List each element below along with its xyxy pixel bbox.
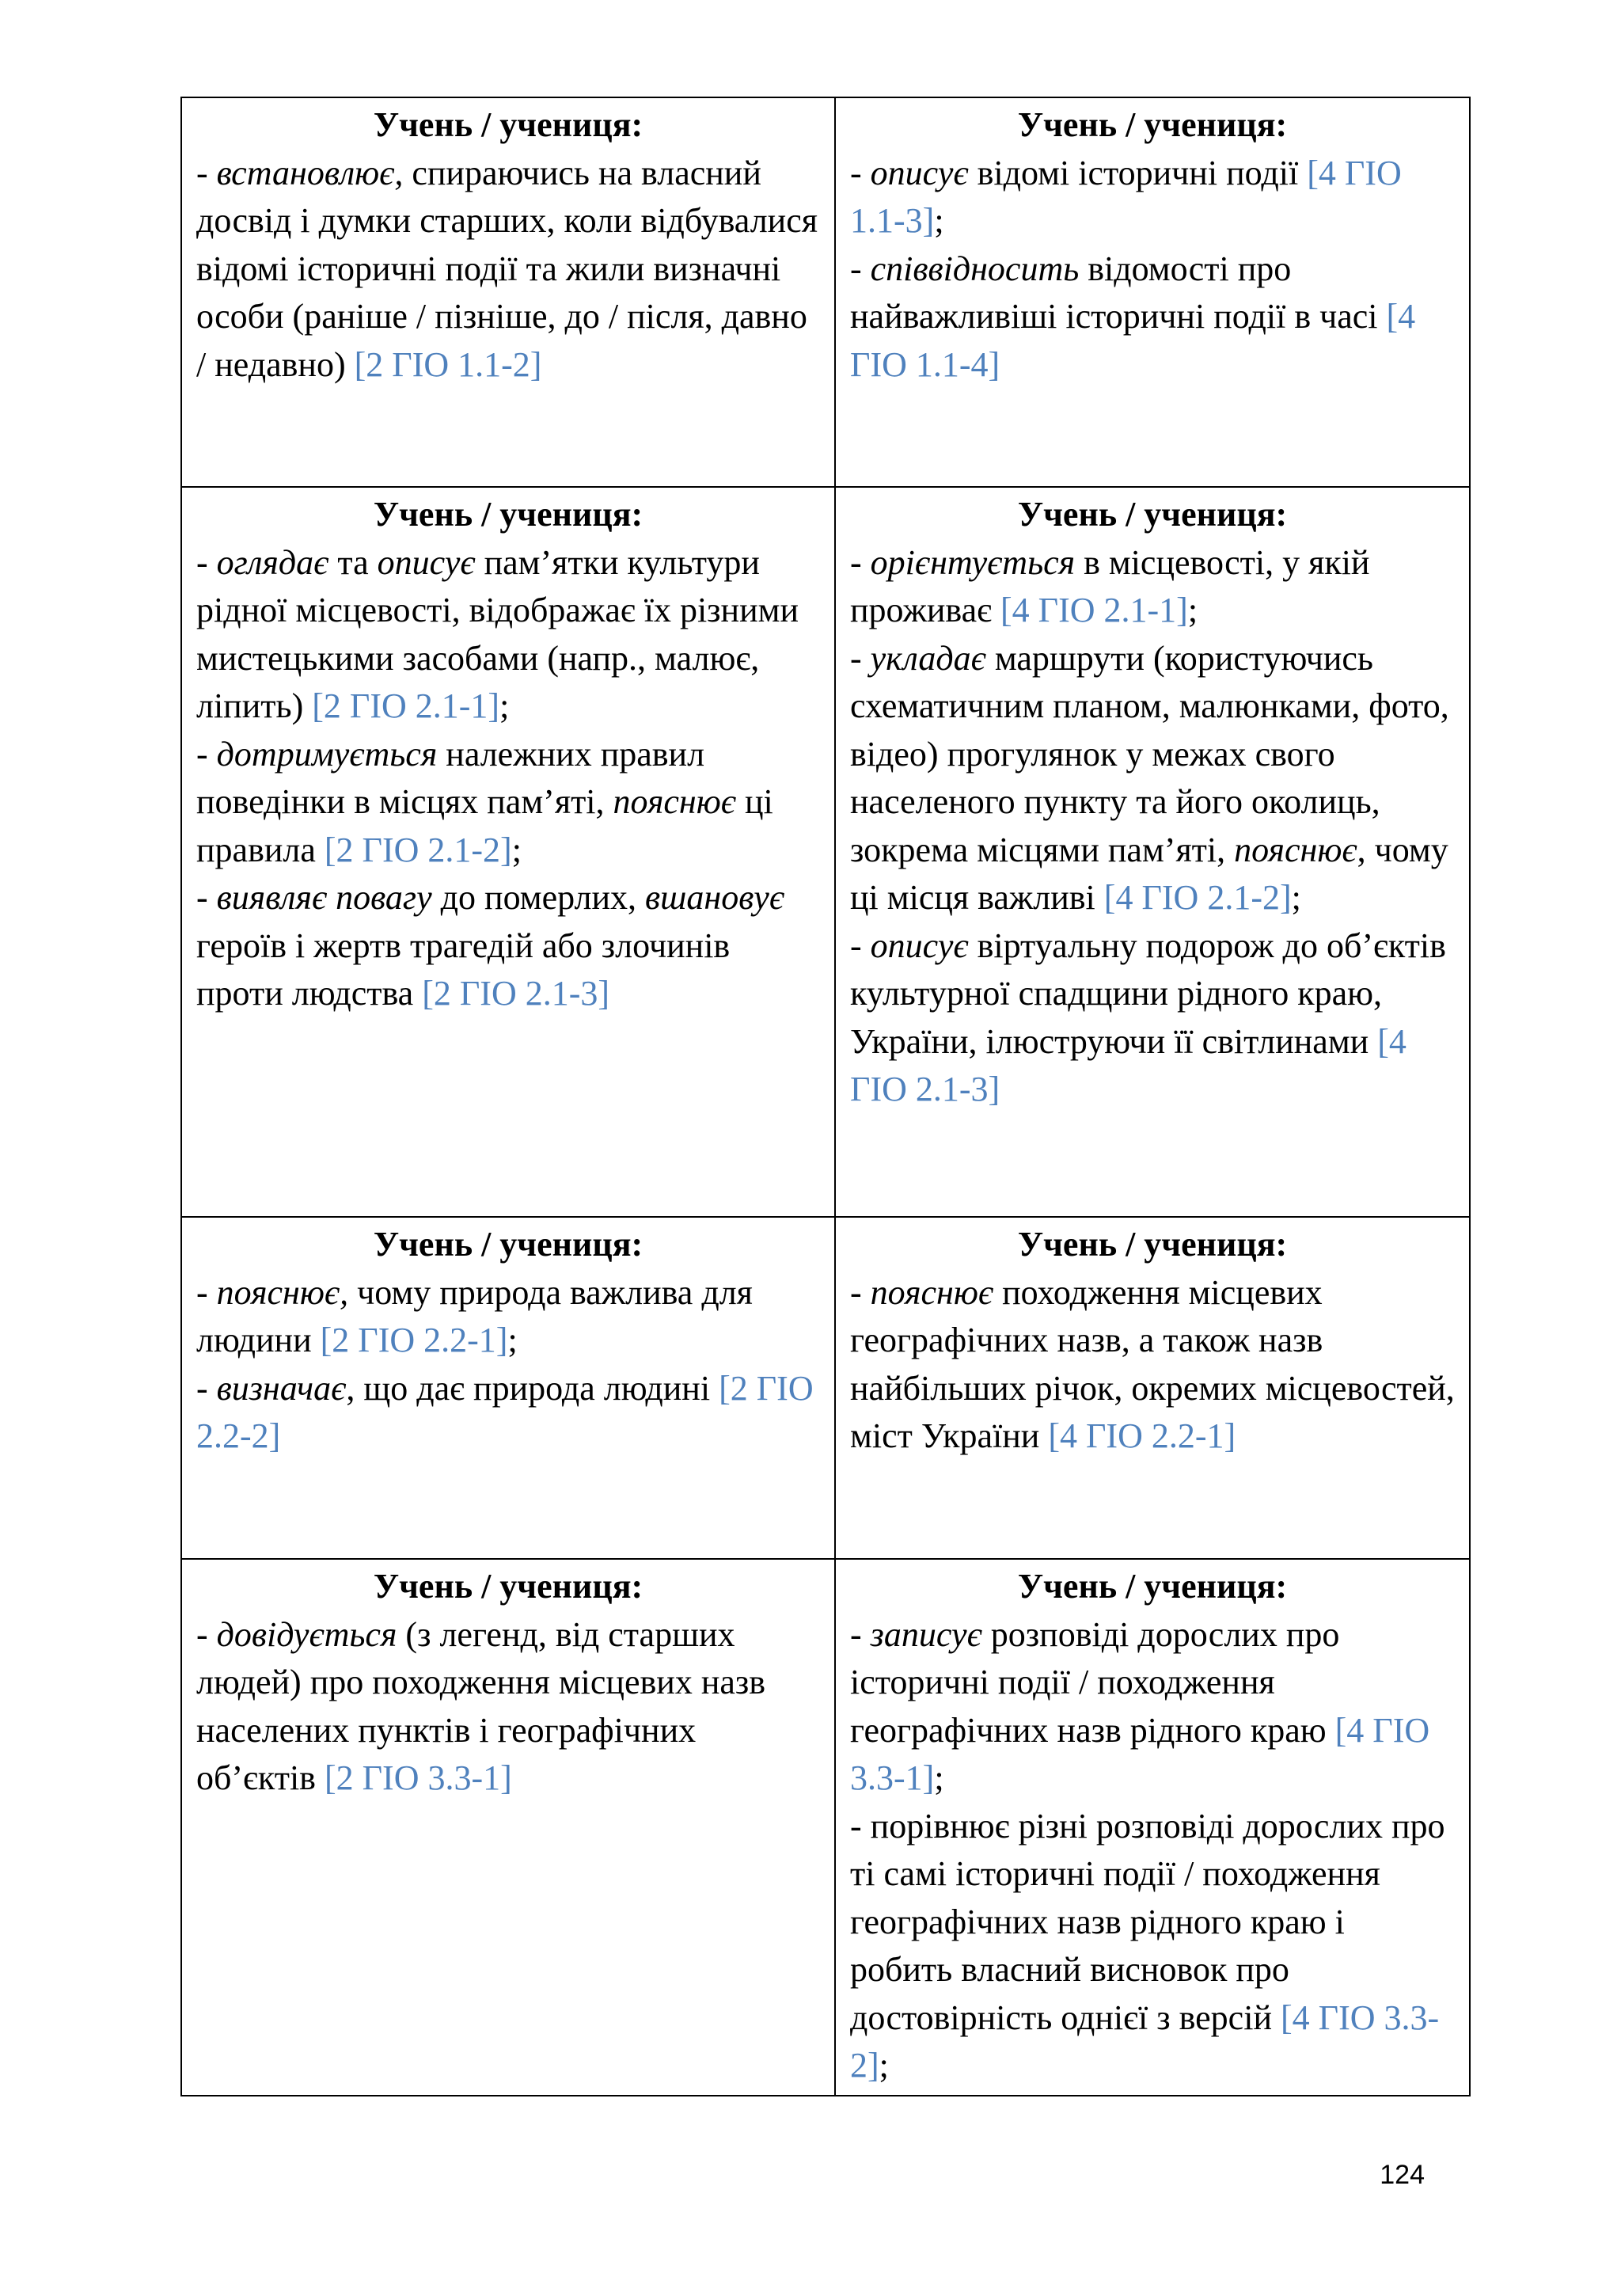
outcome-item	[196, 1269, 820, 1365]
item-verb-secondary: вшановує	[645, 878, 785, 917]
curriculum-reference: [2 ГІО 2.2-1]	[320, 1321, 508, 1359]
item-punctuation: ;	[499, 686, 510, 725]
item-text: розповіді дорослих про історичні події / походження географічних назв рідного краю	[850, 1614, 1340, 1750]
outcome-item	[196, 1365, 820, 1461]
curriculum-reference: [4 ГІО 1.1-3]	[850, 153, 1402, 240]
item-dash: -	[850, 926, 871, 965]
item-punctuation: ;	[1187, 591, 1198, 629]
item-text: та	[328, 542, 378, 582]
item-verb-secondary: пояснює	[1234, 830, 1357, 869]
item-dash: -	[196, 734, 217, 774]
outcome-item	[850, 922, 1455, 1114]
curriculum-reference: [2 ГІО 3.3-1]	[324, 1758, 512, 1797]
item-text: належних правил поведінки в місцях пам’яті,	[196, 734, 705, 821]
item-text: віртуальну подорож до об’єктів культурної спадщини рідного краю, України, ілюструючи її світлинами	[850, 926, 1446, 1061]
item-text-secondary: , чому ці місця важливі	[850, 830, 1448, 917]
item-text: походження місцевих географічних назв, а також назв найбільших річок, окремих місцевостей, міст України	[850, 1272, 1455, 1455]
item-verb: співвідносить	[870, 249, 1080, 288]
item-verb: записує	[870, 1614, 982, 1654]
table-cell-right	[835, 97, 1470, 487]
item-verb-secondary: описує	[377, 542, 476, 582]
cell-heading: Учень / учениця:	[1017, 495, 1288, 534]
table-row	[181, 487, 1470, 1217]
item-punctuation: ;	[511, 830, 522, 869]
curriculum-reference: [2 ГІО 2.1-3]	[422, 974, 610, 1013]
outcome-item	[850, 1269, 1455, 1461]
item-verb: пояснює,	[216, 1272, 349, 1312]
item-text: маршрути (користуючись схематичним планом, малюнками, фото, відео) прогулянок у межах свого населеного пункту та його околиць, зокрема місцями пам’яті,	[850, 638, 1449, 869]
item-dash: -	[850, 153, 871, 192]
item-dash: -	[196, 878, 217, 917]
outcome-item	[850, 1611, 1455, 1803]
page-number: 124	[1380, 2160, 1425, 2190]
item-dash: -	[196, 1614, 217, 1654]
curriculum-reference: [4 ГІО 3.3-1]	[850, 1710, 1430, 1797]
cell-heading: Учень / учениця:	[373, 495, 643, 534]
cell-heading: Учень / учениця:	[1017, 1567, 1288, 1606]
item-text: спираючись на власний досвід і думки старших, коли відбувалися відомі історичні події та жили визначні особи (раніше / пізніше, до / після, давно / недавно)	[196, 153, 818, 384]
outcome-item	[850, 150, 1455, 245]
item-text: відомості про найважливіші історичні події в часі	[850, 249, 1387, 336]
cell-heading: Учень / учениця:	[1017, 1225, 1288, 1264]
cell-heading: Учень / учениця:	[373, 1225, 643, 1264]
item-text: в місцевості, у якій проживає	[850, 542, 1370, 629]
table-cell-left	[181, 97, 835, 487]
item-punctuation: ;	[934, 201, 944, 240]
table-row	[181, 1217, 1470, 1559]
outcome-item	[850, 245, 1455, 390]
item-dash: -	[850, 1272, 871, 1312]
item-verb: оглядає	[216, 542, 329, 582]
item-dash: -	[850, 1614, 871, 1654]
cell-heading: Учень / учениця:	[373, 1567, 643, 1606]
item-verb: довідується	[216, 1614, 397, 1654]
item-text: відомі історичні події	[968, 153, 1308, 192]
outcome-item	[850, 635, 1455, 922]
item-text-secondary: героїв і жертв трагедій або злочинів проти людства	[196, 926, 731, 1013]
item-dash: -	[196, 1272, 217, 1312]
cell-heading: Учень / учениця:	[1017, 105, 1288, 144]
outcome-item	[850, 539, 1455, 635]
outcome-item	[196, 539, 820, 731]
item-verb: пояснює	[870, 1272, 994, 1312]
curriculum-reference: [2 ГІО 2.2-2]	[196, 1368, 814, 1455]
item-text: до померлих,	[431, 878, 646, 917]
learning-outcomes-table	[180, 97, 1471, 2096]
item-punctuation: ;	[507, 1321, 518, 1359]
item-text: порівнює різні розповіді дорослих про ті самі історичні події / походження географічних назв рідного краю і робить власний висновок про достовірність однієї з версій	[850, 1806, 1445, 2037]
item-dash: -	[850, 1806, 871, 1846]
item-text-secondary: ці правила	[196, 782, 773, 869]
cell-heading: Учень / учениця:	[373, 105, 643, 144]
table-row	[181, 97, 1470, 487]
item-text-secondary: пам’ятки культури рідної місцевості, відображає їх різними мистецькими засобами (напр., малює, ліпить)	[196, 542, 799, 725]
curriculum-reference: [2 ГІО 2.1-1]	[312, 686, 500, 725]
item-text: , що дає природа людині	[346, 1368, 719, 1408]
item-verb: встановлює,	[216, 153, 404, 192]
curriculum-reference: [4 ГІО 2.1-1]	[1000, 591, 1188, 629]
item-text: (з легенд, від старших людей) про походження місцевих назв населених пунктів і географічних об’єктів	[196, 1614, 766, 1797]
item-dash: -	[850, 638, 871, 678]
item-verb: виявляє повагу	[216, 878, 432, 917]
curriculum-reference: [2 ГІО 1.1-2]	[354, 344, 542, 384]
item-text: чому природа важлива для людини	[196, 1272, 753, 1359]
item-verb: визначає	[216, 1368, 347, 1408]
curriculum-reference: [4 ГІО 2.1-2]	[1103, 878, 1292, 917]
item-verb-secondary: пояснює	[613, 782, 736, 821]
outcome-item	[196, 874, 820, 1018]
item-punctuation: ;	[934, 1758, 944, 1797]
table-cell-right	[835, 487, 1470, 1217]
item-punctuation: ;	[1291, 878, 1301, 917]
item-dash: -	[196, 153, 217, 192]
curriculum-reference: [4 ГІО 2.2-1]	[1048, 1416, 1236, 1455]
item-verb: описує	[870, 926, 969, 965]
outcome-item	[196, 1611, 820, 1803]
table-cell-right	[835, 1559, 1470, 2096]
item-verb: укладає	[870, 638, 986, 678]
table-body	[181, 97, 1470, 2096]
item-verb: описує	[870, 153, 969, 192]
table-cell-left	[181, 487, 835, 1217]
outcome-item	[196, 731, 820, 875]
item-dash: -	[196, 1368, 217, 1408]
outcome-item	[196, 150, 820, 390]
table-cell-left	[181, 1559, 835, 2096]
item-dash: -	[850, 542, 871, 582]
curriculum-reference: [4 ГІО 2.1-3]	[850, 1021, 1407, 1108]
curriculum-reference: [2 ГІО 2.1-2]	[324, 830, 512, 869]
table-cell-left	[181, 1217, 835, 1559]
curriculum-reference: [4 ГІО 3.3-2]	[850, 1998, 1440, 2085]
table-row	[181, 1559, 1470, 2096]
outcome-item	[850, 1803, 1455, 2090]
table-cell-right	[835, 1217, 1470, 1559]
item-verb: орієнтується	[870, 542, 1076, 582]
item-dash: -	[196, 542, 217, 582]
item-punctuation: ;	[879, 2046, 889, 2085]
item-verb: дотримується	[216, 734, 438, 774]
curriculum-reference: [4 ГІО 1.1-4]	[850, 297, 1416, 384]
item-dash: -	[850, 249, 871, 288]
